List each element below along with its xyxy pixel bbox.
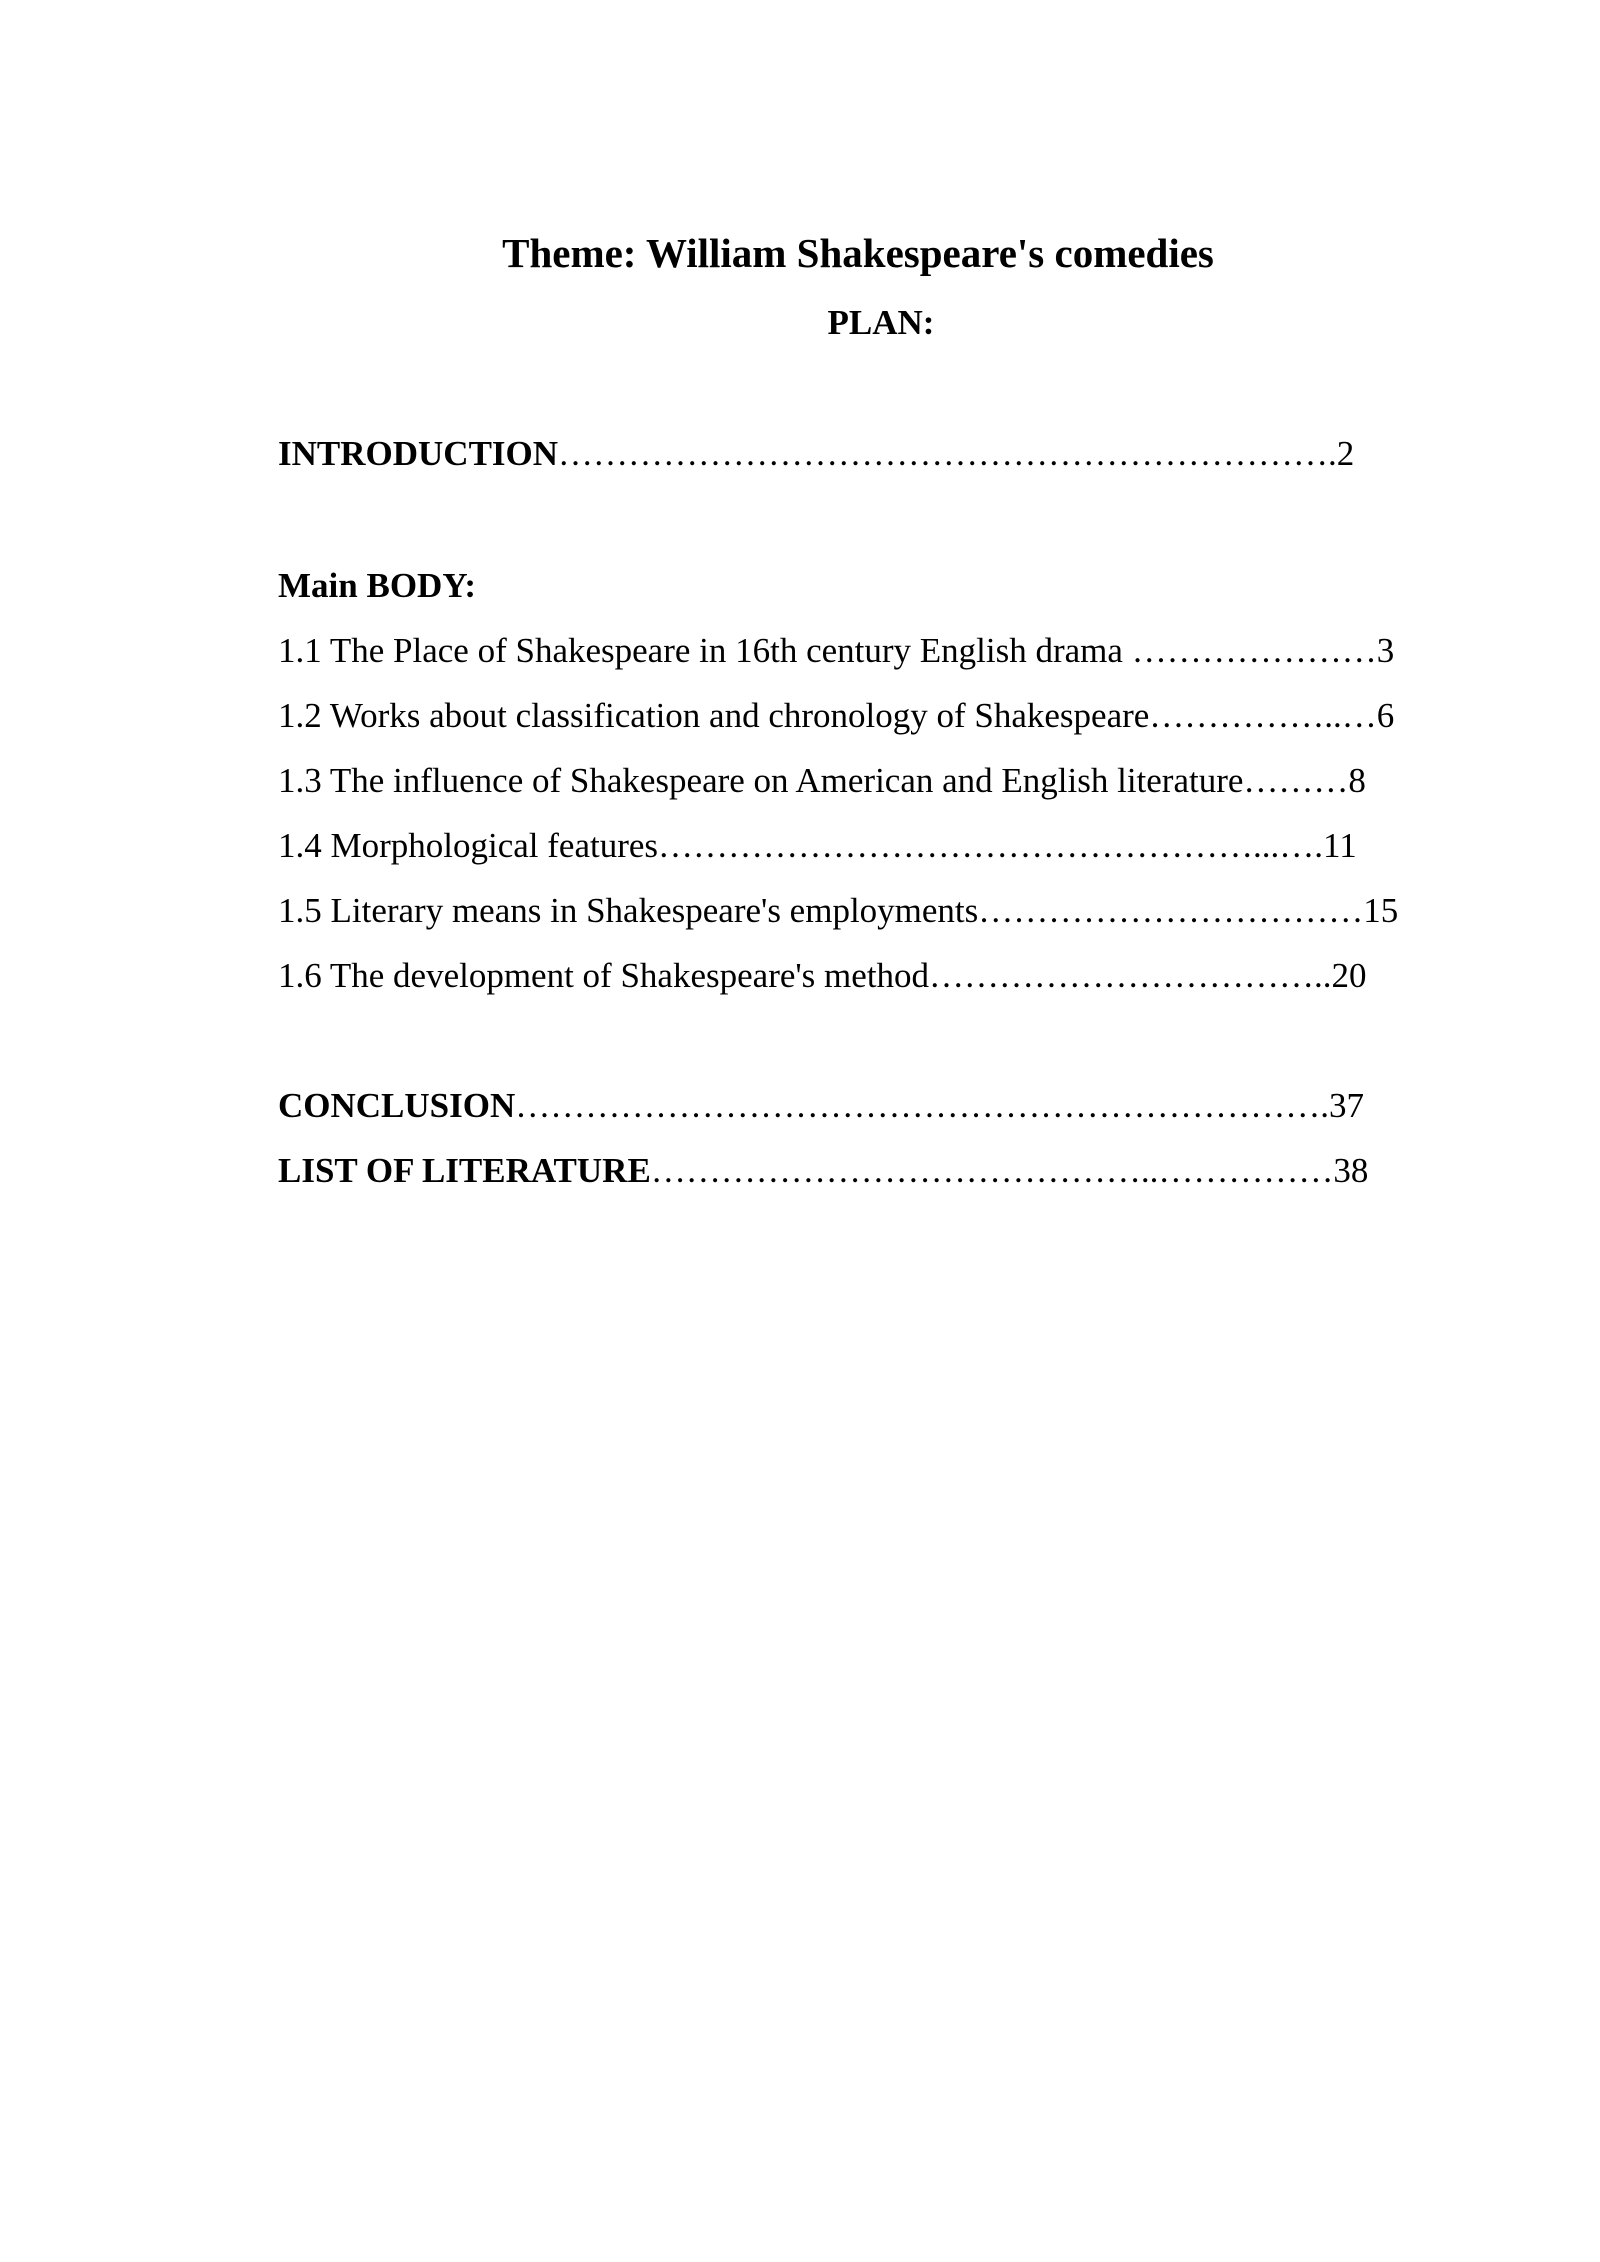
toc-entry-conclusion — [278, 1082, 1364, 1130]
toc-entry-literature — [278, 1147, 1368, 1195]
toc-entry-section: 1.4 Morphological features……………………………………………...….11 — [278, 826, 1357, 865]
toc-entry-introduction — [278, 430, 1354, 478]
toc-entry-section: 1.1 The Place of Shakespeare in 16th century English drama …………………3 — [278, 631, 1395, 670]
toc-entry-leader: ……………………………………..……………38 — [650, 1151, 1369, 1190]
toc-entry-section: 1.5 Literary means in Shakespeare's employments……………………………15 — [278, 891, 1399, 930]
toc-entry-label: LIST OF LITERATURE — [278, 1151, 651, 1190]
toc-entry-label: INTRODUCTION — [278, 434, 559, 473]
main-body-heading: Main BODY: — [278, 566, 477, 605]
document-title: Theme: William Shakespeare's comedies — [502, 230, 1214, 276]
toc-entry-section: 1.6 The development of Shakespeare's method……………………………..20 — [278, 956, 1367, 995]
toc-entry-section: 1.2 Works about classification and chronology of Shakespeare……………..…6 — [278, 696, 1395, 735]
toc-entry-leader: …………………………………………………………….37 — [515, 1086, 1365, 1125]
toc-entry-section: 1.3 The influence of Shakespeare on American and English literature………8 — [278, 761, 1366, 800]
toc-entry-leader: ………………………………………………………….2 — [558, 434, 1355, 473]
toc-entry-label: CONCLUSION — [278, 1086, 516, 1125]
plan-heading: PLAN: — [827, 303, 935, 342]
